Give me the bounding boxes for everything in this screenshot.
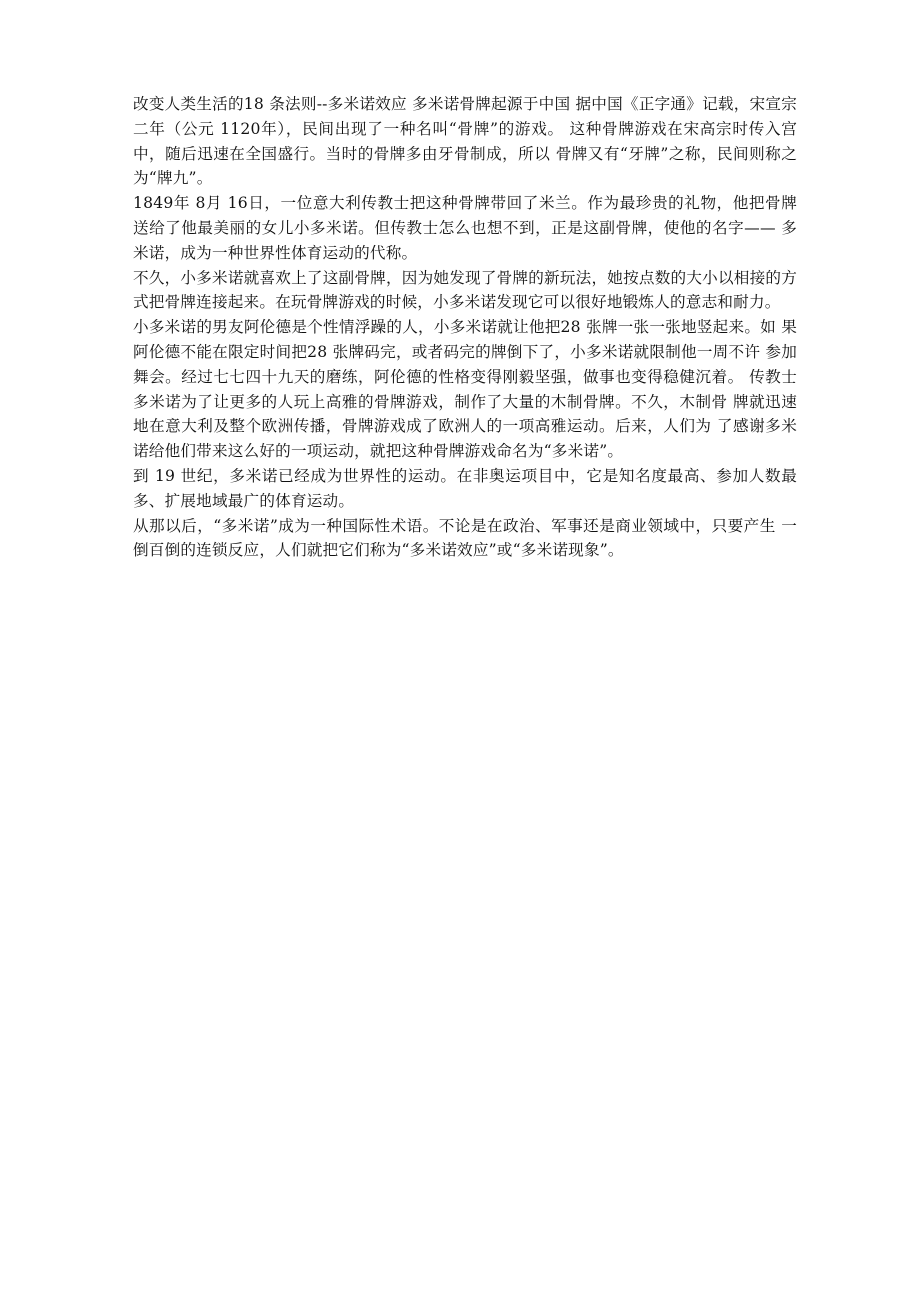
paragraph-19th-century: 到 19 世纪，多米诺已经成为世界性的运动。在非奥运项目中，它是知名度最高、参加人数最 多、扩展地域最广的体育运动。 — [133, 466, 797, 510]
paragraph-origin: 改变人类生活的18 条法则--多米诺效应 多米诺骨牌起源于中国 据中国《正字通》记载，宋宣宗二年（公元 1120年），民间出现了一种名叫“骨牌”的游戏。 这种骨牌游戏在宋高宗时传入宫中，随后迅速在全国盛行。当时的骨牌多由牙骨制成，所以 骨牌又有“牙牌”之称，民间则称之为“牌九”。 — [133, 95, 797, 188]
paragraph-arend: 小多米诺的男友阿伦德是个性情浮躁的人，小多米诺就让他把28 张牌一张一张地竖起来。如 果阿伦德不能在限定时间把28 张牌码完，或者码完的牌倒下了，小多米诺就限制他一周不许 参加舞会。经过七七四十九天的磨练，阿伦德的性格变得刚毅坚强，做事也变得稳健沉着。 传教士多米诺为了让更多的人玩上高雅的骨牌游戏，制作了大量的木制骨牌。不久，木制骨 牌就迅速地在意大利及整个欧洲传播，骨牌游戏成了欧洲人的一项高雅运动。后来，人们为 了感谢多米诺给他们带来这么好的一项运动，就把这种骨牌游戏命名为“多米诺”。 — [133, 318, 797, 461]
document-page — [133, 92, 797, 563]
paragraph-domino-effect: 从那以后，“多米诺”成为一种国际性术语。不论是在政治、军事还是商业领域中，只要产生 一倒百倒的连锁反应，人们就把它们称为“多米诺效应”或“多米诺现象”。 — [133, 516, 797, 560]
paragraph-new-play: 不久，小多米诺就喜欢上了这副骨牌，因为她发现了骨牌的新玩法，她按点数的大小以相接的方式把骨牌连接起来。在玩骨牌游戏的时候，小多米诺发现它可以很好地锻炼人的意志和耐力。 — [133, 268, 797, 312]
paragraph-missionary: 1849年 8月 16日，一位意大利传教士把这种骨牌带回了米兰。作为最珍贵的礼物，他把骨牌送给了他最美丽的女儿小多米诺。但传教士怎么也想不到，正是这副骨牌，使他的名字—— 多米诺，成为一种世界性体育运动的代称。 — [133, 194, 797, 262]
